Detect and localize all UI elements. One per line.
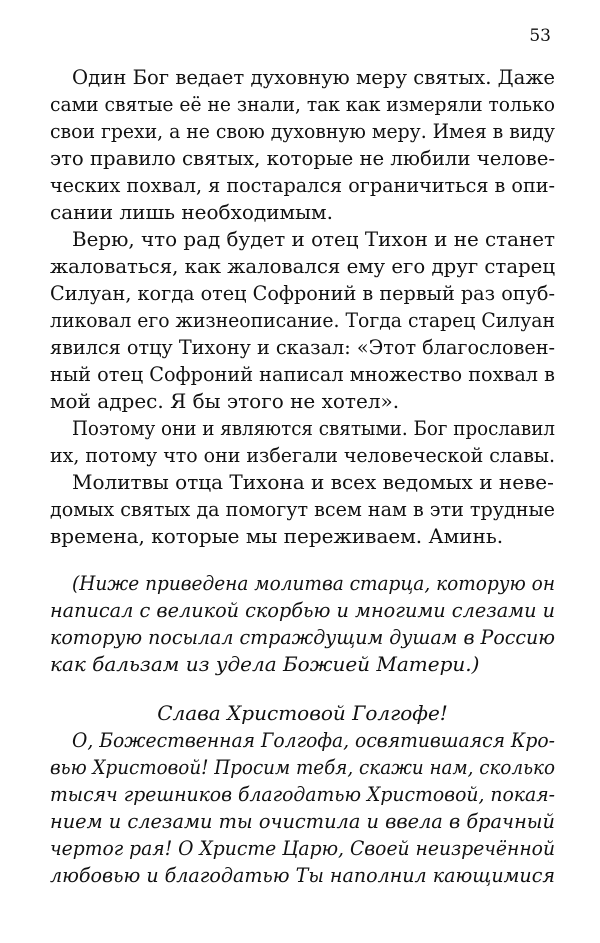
paragraph-3-line-2: их, потому что они избегали человеческой славы. bbox=[50, 443, 555, 467]
note-line-2: написал с великой скорбью и многими слезами и bbox=[50, 598, 555, 622]
paragraph-1-line-6: сании лишь необходимым. bbox=[50, 200, 333, 224]
prayer-title: Слава Христовой Голгофе! bbox=[157, 701, 448, 725]
paragraph-4-line-3: времена, которые мы переживаем. Аминь. bbox=[50, 524, 504, 548]
paragraph-4-line-2: домых святых да помогут всем нам в эти трудные bbox=[50, 497, 555, 521]
paragraph-1-line-5: ческих похвал, я постарался ограничиться в опи- bbox=[50, 173, 555, 197]
note-line-4: как бальзам из удела Божией Матери.) bbox=[50, 652, 480, 676]
paragraph-4-line-1: Молитвы отца Тихона и всех ведомых и неве- bbox=[72, 470, 554, 494]
prayer-line-1: О, Божественная Голгофа, освятившаяся Кро- bbox=[72, 728, 555, 752]
prayer-line-5: чертог рая! О Христе Царю, Своей неизречённой bbox=[50, 836, 555, 860]
prayer-line-6: любовью и благодатью Ты наполнил кающимися bbox=[50, 863, 555, 887]
paragraph-2-line-4: ликовал его жизнеописание. Тогда старец Силуан bbox=[50, 308, 555, 332]
note-line-1: (Ниже приведена молитва старца, которую он bbox=[72, 571, 555, 595]
paragraph-1-line-3: свои грехи, а не свою духовную меру. Имея в виду bbox=[50, 119, 555, 143]
note-line-3: которую посылал страждущим душам в Россию bbox=[50, 625, 555, 649]
paragraph-2-line-1: Верю, что рад будет и отец Тихон и не станет bbox=[72, 227, 555, 251]
paragraph-2-line-7: мой адрес. Я бы этого не хотел». bbox=[50, 389, 400, 413]
paragraph-2-line-3: Силуан, когда отец Софроний в первый раз опуб- bbox=[50, 281, 555, 305]
paragraph-1-line-2: сами святые её не знали, так как измеряли только bbox=[50, 92, 555, 116]
paragraph-1-line-4: это правило святых, которые не любили челове- bbox=[50, 146, 555, 170]
paragraph-2-line-2: жаловаться, как жаловался ему его друг старец bbox=[50, 254, 555, 278]
prayer-line-4: нием и слезами ты очистила и ввела в брачный bbox=[50, 809, 555, 833]
prayer-line-2: вью Христовой! Просим тебя, скажи нам, сколько bbox=[50, 755, 555, 779]
page-number: 53 bbox=[529, 26, 551, 46]
paragraph-2-line-6: ный отец Софроний написал множество похвал в bbox=[50, 362, 555, 386]
paragraph-3-line-1: Поэтому они и являются святыми. Бог прославил bbox=[72, 416, 555, 440]
paragraph-1-line-1: Один Бог ведает духовную меру святых. Даже bbox=[72, 65, 555, 89]
paragraph-2-line-5: явился отцу Тихону и сказал: «Этот благословен- bbox=[50, 335, 555, 359]
prayer-line-3: тысяч грешников благодатью Христовой, покая- bbox=[50, 782, 555, 806]
